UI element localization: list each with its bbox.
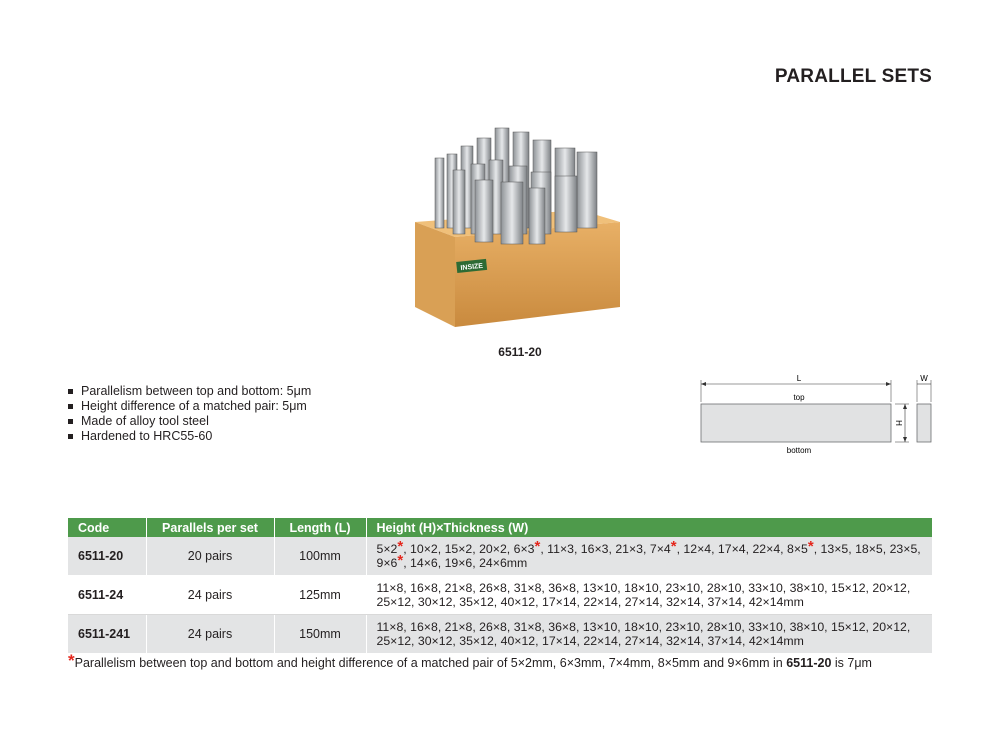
block-end-view	[917, 404, 931, 442]
product-photo	[405, 122, 630, 332]
bullet-icon	[68, 419, 73, 424]
top-label: top	[793, 393, 805, 402]
code-cell: 6511-24	[68, 576, 146, 615]
page-title: PARALLEL SETS	[774, 66, 932, 87]
footnote: *Parallelism between top and bottom and height difference of a matched pair of 5×2mm, 6×3mm, 7×4mm, 8×5mm and 9×6mm in 6511-20 is 7μm	[68, 651, 872, 670]
asterisk-icon: *	[807, 538, 814, 555]
sizes-cell: 5×2*, 10×2, 15×2, 20×2, 6×3*, 11×3, 16×3, 21×3, 7×4*, 12×4, 17×4, 22×4, 8×5*, 13×5, 18×5, 23×5, 9×6*, 14×6, 19×6, 24×6mm	[366, 537, 932, 576]
width-label: W	[920, 374, 928, 383]
table-header-row	[68, 518, 932, 537]
header-sizes: Height (H)×Thickness (W)	[366, 518, 932, 537]
feature-list	[68, 384, 311, 444]
table-row	[68, 576, 932, 615]
length-cell: 100mm	[274, 537, 366, 576]
spec-table	[68, 518, 932, 654]
asterisk-icon: *	[397, 552, 404, 569]
table-row	[68, 615, 932, 654]
asterisk-icon: *	[670, 538, 677, 555]
feature-item: Parallelism between top and bottom: 5μm	[68, 384, 311, 399]
header-length: Length (L)	[274, 518, 366, 537]
table-row	[68, 537, 932, 576]
sizes-cell: 11×8, 16×8, 21×8, 26×8, 31×8, 36×8, 13×10, 18×10, 23×10, 28×10, 33×10, 38×10, 15×12, 20×12, 25×12, 30×12, 35×12, 40×12, 17×14, 22×14, 27×14, 32×14, 37×14, 42×14mm	[366, 615, 932, 654]
length-label: L	[796, 374, 802, 383]
feature-item: Height difference of a matched pair: 5μm	[68, 399, 311, 414]
code-cell: 6511-241	[68, 615, 146, 654]
asterisk-icon: *	[68, 651, 75, 670]
bottom-label: bottom	[786, 446, 812, 455]
photo-caption: 6511-20	[498, 345, 542, 359]
pairs-cell: 24 pairs	[146, 576, 274, 615]
pairs-cell: 24 pairs	[146, 615, 274, 654]
header-code: Code	[68, 518, 146, 537]
sizes-cell: 11×8, 16×8, 21×8, 26×8, 31×8, 36×8, 13×10, 18×10, 23×10, 28×10, 33×10, 38×10, 15×12, 20×12, 25×12, 30×12, 35×12, 40×12, 17×14, 22×14, 27×14, 32×14, 37×14, 42×14mm	[366, 576, 932, 615]
bullet-icon	[68, 434, 73, 439]
height-label: H	[894, 420, 903, 426]
header-parallels: Parallels per set	[146, 518, 274, 537]
feature-item: Made of alloy tool steel	[68, 414, 311, 429]
length-cell: 125mm	[274, 576, 366, 615]
length-cell: 150mm	[274, 615, 366, 654]
block-side-view	[701, 404, 891, 442]
bullet-icon	[68, 389, 73, 394]
bullet-icon	[68, 404, 73, 409]
asterisk-icon: *	[534, 538, 541, 555]
feature-item: Hardened to HRC55-60	[68, 429, 311, 444]
brand-logo: INSIZE	[460, 262, 484, 273]
pairs-cell: 20 pairs	[146, 537, 274, 576]
asterisk-icon: *	[397, 538, 404, 555]
dimension-diagram	[695, 370, 945, 465]
code-cell: 6511-20	[68, 537, 146, 576]
